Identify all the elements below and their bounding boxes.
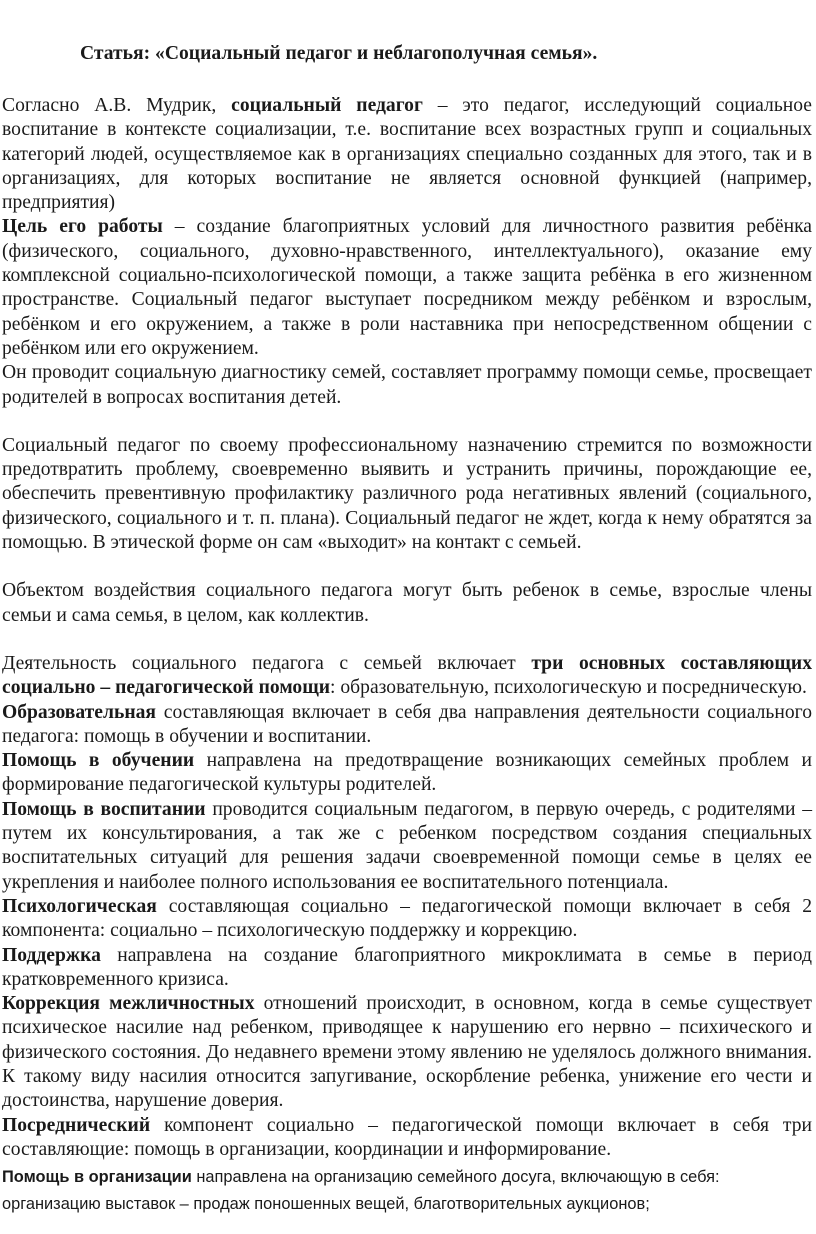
paragraph-goal (2, 215, 812, 361)
paragraph-educational (2, 701, 812, 750)
text: – это педагог, исследующий социальное воспитание в контексте социализации, т.е. воспитание всех возрастных групп и социальных категорий людей, осуществляемое как в организациях специально созданных для этого, так и в организациях, для которых воспитание не является основной функцией (например, предприятия) (2, 95, 812, 214)
bold-term: Помощь в воспитании (2, 798, 206, 820)
paragraph-definition (2, 94, 812, 215)
text: Деятельность социального педагога с семьей включает (2, 652, 532, 674)
paragraph-correction (2, 992, 812, 1113)
text: отношений происходит, в основном, когда в семье существует психическое насилие над ребенком, приводящее к нарушению его нервно – психического и физического состояния. До недавнего времени этому явлению не уделялось должного внимания. К такому виду насилия относится запугивание, оскорбление ребенка, унижение его чести и достоинства, нарушение доверия. (2, 993, 812, 1112)
paragraph-diagnostics: Он проводит социальную диагностику семей, составляет программу помощи семье, просвещает родителей в вопросах воспитания детей. (2, 362, 812, 408)
spacer (2, 628, 812, 652)
text: – создание благоприятных условий для личностного развития ребёнка (физического, социального, духовно-нравственного, интеллектуального), оказание ему комплексной социально-психологической помощи, а также защита ребёнка в его жизненном пространстве. Социальный педагог выступает посредником между ребёнком и взрослым, ребёнком и его окружением, а также в роли наставника при непосредственном общении с ребёнком или его окружением. (2, 216, 812, 359)
bold-term: Помощь в обучении (2, 750, 195, 772)
bold-term: Поддержка (2, 944, 101, 966)
bold-term: Посреднический (2, 1114, 151, 1136)
paragraph-organization-help (2, 1164, 812, 1191)
paragraph-learning-help (2, 749, 812, 798)
text: направлена на организацию семейного досуга, включающую в себя: (191, 1168, 720, 1187)
text: направлена на создание благоприятного микроклимата в семье в период кратковременного кризиса. (2, 944, 812, 990)
text: составляющая включает в себя два направления деятельности социального педагога: помощь в обучении и воспитании. (2, 701, 812, 747)
text: компонент социально – педагогической помощи включает в себя три составляющие: помощь в организации, координации и информирование. (2, 1114, 812, 1160)
paragraph-activity (2, 652, 812, 701)
paragraph-support (2, 944, 812, 993)
text: Согласно А.В. Мудрик, (2, 95, 232, 116)
bold-term: социальный педагог (231, 95, 423, 116)
text: проводится социальным педагогом, в первую очередь, с родителями – путем их консультирования, а так же с ребенком посредством создания специальных воспитательных ситуаций для решения задачи своевременной помощи семье в целях ее укрепления и наиболее полного использования ее воспитательного потенциала. (2, 798, 812, 893)
paragraph-mediation (2, 1114, 812, 1163)
paragraph-prevention: Социальный педагог по своему профессиональному назначению стремится по возможности предотвратить проблему, своевременно выявить и устранить причины, порождающие ее, обеспечить превентивную профилактику различного рода негативных явлений (социального, физического, социального и т. п. плана). Социальный педагог не ждет, когда к нему обратятся за помощью. В этической форме он сам «выходит» на контакт с семьей. (2, 434, 812, 554)
bold-term: Психологическая (2, 895, 157, 917)
text: составляющая социально – педагогической помощи включает в себя 2 компонента: социально – психологическую поддержку и коррекцию. (2, 895, 812, 942)
paragraph-exhibitions: организацию выставок – продаж поношенных вещей, благотворительных аукционов; (2, 1195, 650, 1214)
bold-term: три основных составляющих социально – педагогической помощи (2, 652, 812, 699)
text: направлена на предотвращение возникающих семейных проблем и формирование педагогической культуры родителей. (2, 750, 812, 796)
spacer (2, 555, 812, 579)
bold-term: Помощь в организации (2, 1168, 192, 1187)
bold-term: Образовательная (2, 701, 157, 723)
spacer (2, 410, 812, 434)
bold-term: Цель его работы (2, 216, 163, 238)
paragraph-upbringing-help (2, 798, 812, 895)
text: : образовательную, психологическую и посредническую. (330, 677, 807, 699)
bold-term: Коррекция межличностных (2, 993, 255, 1015)
paragraph-object: Объектом воздействия социального педагога могут быть ребенок в семье, взрослые члены семьи и сама семья, в целом, как коллектив. (2, 580, 812, 626)
article-title: Статья: «Социальный педагог и неблагополучная семья». (80, 43, 598, 64)
paragraph-psychological (2, 895, 812, 944)
